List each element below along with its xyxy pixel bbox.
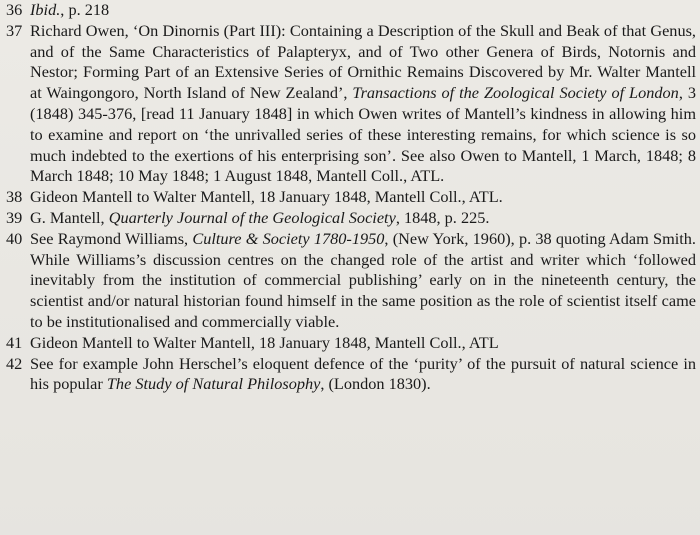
footnote-text-part: See for example John Herschel’s eloquent defence of the ‘purity’ of the pursuit of natural science in his popular <box>30 353 696 394</box>
footnote-text-part: Culture & Society 1780-1950 <box>192 228 385 248</box>
footnote-number: 36 <box>6 0 23 19</box>
footnote-text-part: , (New York, 1960), p. 38 quoting Adam Smith. While Williams’s discussion centres on the changed role of the artist and writer which ‘followed inevitably from the institution of commercial publishing’ early on in the nineteenth century, the scientist and/or natural historian found himself in the same position as the role of scientist itself came to be institutionalised and commercially viable. <box>30 228 696 331</box>
footnote-41 <box>6 333 696 354</box>
footnote-text-part: The Study of Natural Philosophy <box>106 374 321 394</box>
footnote-text-part: Transactions of the Zoological Society of London <box>352 83 679 103</box>
footnotes-list <box>6 0 696 395</box>
footnote-text <box>30 187 696 208</box>
footnote-text-part: Richard Owen, ‘On Dinornis (Part III): Containing a Description of the Skull and Beak of that Genus, and of the Same Characteristics of Palapteryx, and of Two other Genera of Birds, Notornis and Nestor; Forming Part of an Extensive Series of Ornithic Remains Discovered by Mr. Walter Mantell at Waingongoro, North Island of New Zealand’, <box>30 20 696 103</box>
footnote-number: 41 <box>6 332 23 352</box>
footnote-number: 39 <box>6 207 23 227</box>
footnote-text-part: Gideon Mantell to Walter Mantell, 18 January 1848, Mantell Coll., ATL. <box>30 187 503 207</box>
footnote-text-part: , 3 (1848) 345-376, [read 11 January 1848] in which Owen writes of Mantell’s kindness in allowing him to examine and report on ‘the unrivalled series of these interesting remains, for which science is so much indebted to the exertions of his enterprising son’. See also Owen to Mantell, 1 March, 1848; 8 March 1848; 10 May 1848; 1 August 1848, Mantell Coll., ATL. <box>30 83 696 186</box>
footnote-40 <box>6 229 696 333</box>
footnote-number: 38 <box>6 187 23 207</box>
footnote-number: 37 <box>6 20 23 40</box>
footnote-text-part: G. Mantell, <box>30 207 109 227</box>
footnote-text <box>30 21 696 187</box>
footnote-text <box>30 0 696 21</box>
footnote-36 <box>6 0 696 21</box>
footnote-text-part: See Raymond Williams, <box>30 228 193 248</box>
footnote-number: 40 <box>6 228 23 248</box>
footnote-38 <box>6 187 696 208</box>
footnote-text <box>30 229 696 333</box>
footnote-text-part: , p. 218 <box>60 0 110 19</box>
footnote-text-part: Gideon Mantell to Walter Mantell, 18 January 1848, Mantell Coll., ATL <box>30 332 499 352</box>
footnote-42 <box>6 354 696 396</box>
footnote-text-part: , 1848, p. 225. <box>395 207 490 227</box>
footnote-text <box>30 333 696 354</box>
footnote-text-part: Ibid. <box>30 0 61 19</box>
footnote-number: 42 <box>6 353 23 373</box>
footnote-37 <box>6 21 696 187</box>
footnote-text-part: Quarterly Journal of the Geological Society <box>108 207 396 227</box>
footnote-text <box>30 208 696 229</box>
footnote-39 <box>6 208 696 229</box>
footnote-text-part: , (London 1830). <box>320 374 431 394</box>
footnote-text <box>30 354 696 396</box>
